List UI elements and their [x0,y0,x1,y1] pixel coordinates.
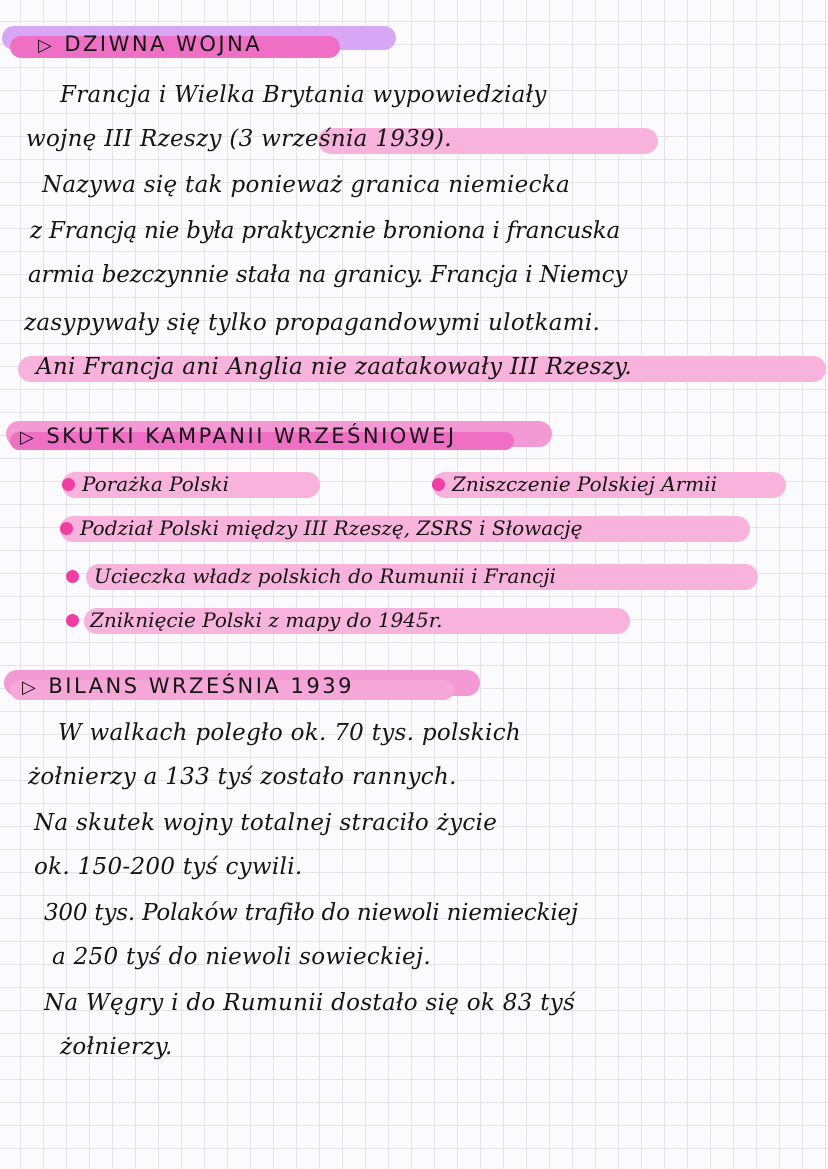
s1-line-1: Francja i Wielka Brytania wypowiedziały [60,82,547,108]
s3-line-3: Na skutek wojny totalnej straciło życie [34,810,498,836]
s1-line-2: wojnę III Rzeszy (3 września 1939). [26,126,452,152]
triangle-icon: ▷ [20,427,37,448]
s3-line-4: ok. 150-200 tyś cywili. [34,854,303,880]
s1-line-4: z Francją nie była praktycznie broniona i francuska [30,218,620,244]
s3-line-1: W walkach poległo ok. 70 tys. polskich [58,720,521,746]
s3-line-2: żołnierzy a 133 tyś zostało rannych. [28,764,457,790]
bullet-text-5: Zniknięcie Polski z mapy do 1945r. [90,608,443,632]
bullet-dot-icon [66,614,79,627]
bullet-text-3: Podział Polski między III Rzeszę, ZSRS i Słowację [80,516,583,540]
triangle-icon: ▷ [22,677,39,698]
s1-line-7: Ani Francja ani Anglia nie zaatakowały III Rzeszy. [36,354,632,380]
bullet-dot-icon [432,478,445,491]
s1-line-3: Nazywa się tak ponieważ granica niemiecka [42,172,571,198]
s3-line-5: 300 tys. Polaków trafiło do niewoli niemieckiej [44,900,578,926]
section2-heading-text: SKUTKI KAMPANII WRZEŚNIOWEJ [46,424,457,448]
section3-heading-text: BILANS WRZEŚNIA 1939 [48,674,354,698]
s1-line-5: armia bezczynnie stała na granicy. Francja i Niemcy [28,262,628,288]
section2-heading [20,424,457,448]
bullet-text-1: Porażka Polski [82,472,229,496]
s3-line-7: Na Węgry i do Rumunii dostało się ok 83 tyś [44,990,576,1016]
s3-line-6: a 250 tyś do niewoli sowieckiej. [52,944,431,970]
bullet-text-2: Zniszczenie Polskiej Armii [452,472,718,496]
bullet-text-4: Ucieczka władz polskich do Rumunii i Francji [94,564,556,588]
bullet-dot-icon [62,478,75,491]
triangle-icon: ▷ [38,35,55,56]
s1-line-6: zasypywały się tylko propagandowymi ulotkami. [24,310,601,336]
bullet-dot-icon [66,570,79,583]
section3-heading [22,674,354,698]
bullet-dot-icon [60,522,73,535]
section1-heading-text: DZIWNA WOJNA [64,32,263,56]
s3-line-8: żołnierzy. [60,1034,173,1060]
section1-heading [38,32,262,56]
